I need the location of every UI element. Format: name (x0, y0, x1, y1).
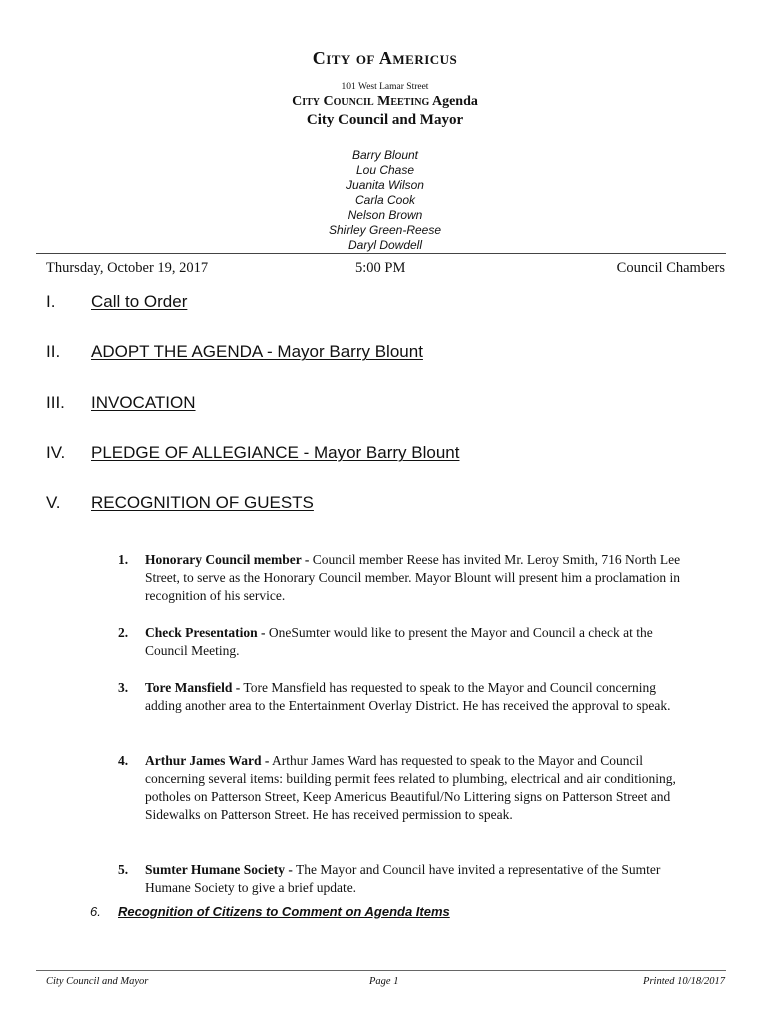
item-number: 3. (118, 680, 129, 695)
section-title: PLEDGE OF ALLEGIANCE - Mayor Barry Blount (91, 443, 460, 462)
list-item (118, 624, 688, 660)
city-title: City of Americus (312, 48, 458, 68)
list-item (118, 679, 688, 715)
meeting-title-suffix: Agenda (431, 94, 478, 109)
item-number: 6. (90, 904, 101, 919)
item-text: Arthur James Ward has requested to speak to the Mayor and Council concerning several items: building permit fees related to plumbing, electrical and air conditioning, potholes on Patterson Street, Keep Americus Beautiful/No Littering signs on Patterson Street and Sidewalks on Patterson Street. He has received permission to speak. (145, 753, 676, 822)
city-address: 101 West Lamar Street (341, 82, 429, 92)
section-title: ADOPT THE AGENDA - Mayor Barry Blount (91, 342, 423, 361)
list-item (118, 551, 688, 605)
council-member: Lou Chase (355, 163, 415, 177)
meeting-subtitle: City Council and Mayor (306, 112, 464, 128)
item-text: Council member Reese has invited Mr. Leroy Smith, 716 North Lee Street, to serve as the Honorary Council member. Mayor Blount will present him a proclamation in recognition of his service. (145, 552, 681, 603)
section-title: INVOCATION (91, 393, 196, 412)
item-title: Sumter Humane Society - (145, 862, 293, 877)
item-text: The Mayor and Council have invited a representative of the Sumter Humane Society to give a brief update. (145, 862, 661, 895)
page-number: Page 1 (369, 976, 399, 987)
item-title: Check Presentation - (145, 625, 266, 640)
meeting-date: Thursday, October 19, 2017 (46, 260, 209, 276)
item-title: Arthur James Ward - (145, 753, 270, 768)
item-text: OneSumter would like to present the Mayor and Council a check at the Council Meeting. (145, 625, 653, 658)
council-member: Carla Cook (354, 193, 416, 207)
section-title: RECOGNITION OF GUESTS (91, 493, 314, 512)
item-number: 5. (118, 862, 129, 877)
council-member: Daryl Dowdell (347, 238, 423, 252)
footer-divider (36, 970, 726, 971)
council-member: Barry Blount (351, 148, 419, 162)
council-member: Juanita Wilson (346, 178, 424, 192)
header-divider (36, 253, 726, 254)
section-number: I. (46, 292, 56, 311)
section-number: II. (46, 342, 61, 361)
council-member-list (0, 148, 770, 253)
council-member: Nelson Brown (347, 208, 423, 222)
section-number: V. (46, 493, 61, 512)
item-text: Tore Mansfield has requested to speak to the Mayor and Council concerning adding another area to the Entertainment Overlay District. He has received the approval to speak. (145, 680, 671, 713)
item-title: Recognition of Citizens to Comment on Agenda Items (118, 904, 450, 919)
meeting-time: 5:00 PM (355, 260, 406, 276)
section-number: IV. (46, 443, 66, 462)
meeting-title-prefix: City Council Meeting (292, 94, 430, 109)
meeting-location: Council Chambers (616, 260, 725, 276)
item-title: Tore Mansfield - (145, 680, 241, 695)
list-item (118, 861, 688, 897)
council-member: Shirley Green-Reese (328, 223, 442, 237)
item-number: 1. (118, 552, 129, 567)
item-title: Honorary Council member - (145, 552, 310, 567)
section-title: Call to Order (91, 292, 188, 311)
footer-left: City Council and Mayor (46, 976, 149, 987)
print-date: Printed 10/18/2017 (643, 976, 725, 987)
item-number: 2. (118, 625, 129, 640)
list-item (118, 752, 688, 824)
meeting-title (0, 94, 770, 110)
item-number: 4. (118, 753, 129, 768)
section-number: III. (46, 393, 65, 412)
